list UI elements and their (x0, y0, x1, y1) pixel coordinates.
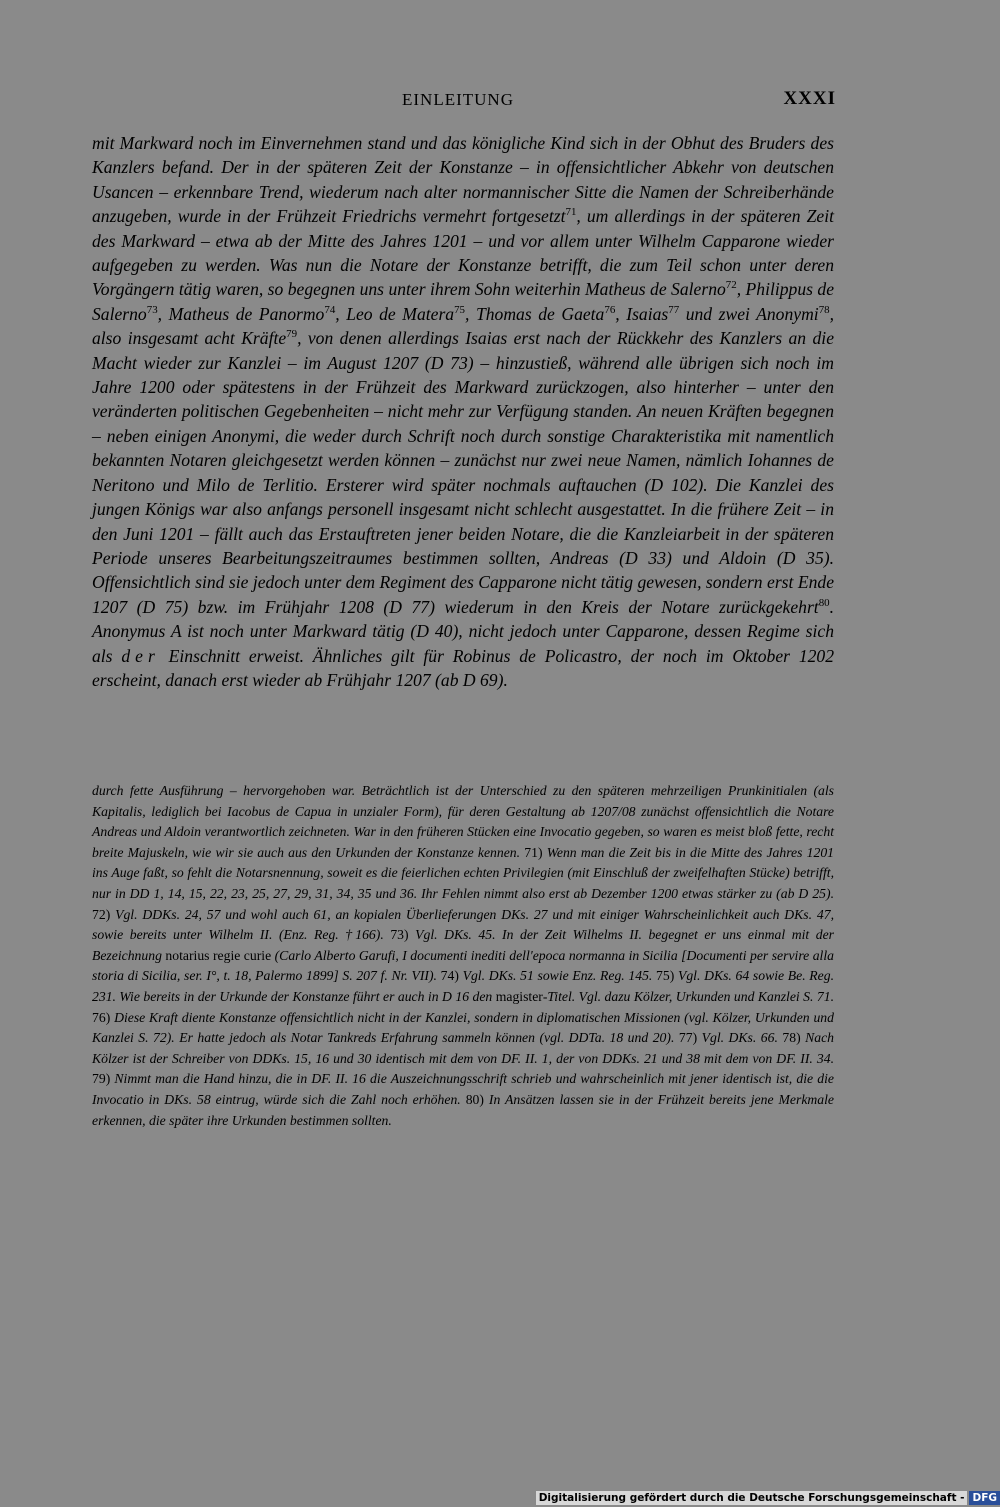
footnote-text: Vgl. DKs. 51 sowie Enz. Reg. 145. (458, 968, 653, 984)
footnote-number: 73) (390, 927, 409, 943)
text-run: , um allerdings in der späteren Zeit des Markward – etwa ab der Mitte des Jahres 1201 – und vor allem unter Wilhelm Capparone wieder aufgegeben zu werden. Was nun die Notare der Konstanze betrifft, die zum Teil schon unter deren Vorgängern tätig waren, so begegnen uns unter ihrem Sohn weiterhin Matheus de Salerno (92, 206, 834, 300)
text-run: , Matheus de Panormo (157, 303, 325, 324)
text-run: Einschnitt erweist. Ähnliches gilt für Robinus de Policastro, der noch im Oktober 1202 erscheint, danach erst wieder ab Frühjahr 1207 (ab D 69). (92, 645, 835, 690)
footnote-number: 71) (524, 844, 543, 860)
footnote-ref: 77 (668, 303, 680, 316)
text-run: mit Markward noch im Einvernehmen stand und das königliche Kind sich in der Obhut des Bruders des Kanzlers befand. Der in der späteren Zeit der Konstanze – in offensichtlicher Abkehr von deutschen Usancen – erkennbare Trend, wiederum nach alter normannischer Sitte die Namen der Schreiberhände anzugeben, wurde in der Frühzeit Friedrichs vermehrt fortgesetzt (92, 133, 834, 227)
footnote-ref: 75 (454, 303, 465, 316)
text-run: , Leo de Matera (335, 303, 455, 324)
footnote-ref: 73 (146, 303, 158, 316)
footnote-number: 76) (92, 1009, 111, 1025)
footnote-block (92, 781, 834, 1131)
footnote-number: 80) (465, 1091, 484, 1107)
text-run: , Thomas de Gaeta (465, 303, 605, 324)
footnote-number: 74) (440, 968, 459, 984)
footnote-text: Vgl. DDKs. 24, 57 und wohl auch 61, an kopialen Überlieferungen DKs. 27 und mit einiger Wahrscheinlichkeit auch DKs. 47, sowie bereits unter Wilhelm II. (Enz. Reg. †166). (92, 906, 834, 943)
footnote-text: Vgl. DKs. 64 sowie Be. Reg. 231. Wie bereits in der Urkunde der Konstanze führt er auch in D 16 den (92, 968, 835, 1004)
footnote-ref: 72 (725, 279, 737, 292)
footnote-text: Nach Kölzer ist der Schreiber von DDKs. 15, 16 und 30 identisch mit dem von DF. II. 1, der von DDKs. 21 und 38 mit dem von DF. II. 34. (92, 1030, 835, 1066)
footnote-number: 75) (656, 968, 675, 984)
text-run: , von denen allerdings Isaias erst nach der Rückkehr des Kanzlers an die Macht wieder zur Kanzlei – im August 1207 (D 73) – hinzustieß, während alle übrigen sich noch im Jahre 1200 oder spätestens in der Frühzeit des Markward zurückzogen, also hinterher – unter den veränderten politischen Gegebenheiten – nicht mehr zur Verfügung standen. An neuen Kräften begegnen – neben einigen Anonymi, die weder durch Schrift noch durch sonstige Charakteristika mit namentlich bekannten Notaren gleichgesetzt werden können – zunächst nur zwei neue Namen, nämlich Iohannes de Neritono und Milo de Terlitio. Ersterer wird später nochmals auftauchen (D 102). Die Kanzlei des jungen Königs war also anfangs personell insgesamt nicht schlecht ausgestattet. In die frühere Zeit – in den Juni 1201 – fällt auch das Erstauftreten jener beiden Notare, die die Kanzleiarbeit in der späteren Periode unseres Bearbeitungszeitraumes bestimmen sollten, Andreas (D 33) und Aldoin (D 35). Offensichtlich sind sie jedoch unter dem Regiment des Capparone nicht tätig gewesen, sondern erst Ende 1207 (D 75) bzw. im Frühjahr 1208 (D 77) wiederum in den Kreis der Notare zurückgekehrt (92, 328, 835, 617)
footnote-number: 72) (92, 906, 111, 922)
spaced-emphasis: der (121, 645, 160, 666)
page-number: XXXI (783, 88, 836, 109)
footnotes (92, 781, 834, 1131)
footnote-ref: 74 (324, 303, 336, 316)
footnote-text: Wenn man die Zeit bis in die Mitte des Jahres 1201 ins Auge faßt, so fehlt die Notarsnennung, soweit es die feierlichen echten Privilegien (mit Einschluß der zweifelhaften Stücke) betrifft, nur in DD 1, 14, 15, 22, 23, 25, 27, 29, 31, 34, 35 und 36. Ihr Fehlen nimmt also erst ab Dezember 1200 etwas stärker zu (ab D 25). (92, 844, 835, 901)
footnote-text: -Titel. Vgl. dazu Kölzer, Urkunden und Kanzlei S. 71. (542, 988, 834, 1004)
footnote-text: Vgl. DKs. 45. In der Zeit Wilhelms II. begegnet er uns einmal mit der Bezeichnung (92, 927, 835, 963)
text-run: . Anonymus A ist noch unter Markward tätig (D 40), nicht jedoch unter Capparone, dessen Regime sich als (92, 596, 834, 666)
dfg-logo: DFG (969, 1491, 1000, 1505)
footnote-text: Nimmt man die Hand hinzu, die in DF. II. 16 die Auszeichnungsschrift schrieb und wahrscheinlich mit jener identisch ist, die die Invocatio in DKs. 58 eintrug, würde sich die Zahl noch erhöhen. (92, 1071, 834, 1107)
main-paragraph (92, 131, 834, 692)
footer (536, 1489, 1000, 1507)
footnote-ref: 80 (818, 596, 830, 609)
footnote-text: Vgl. DKs. 66. (697, 1030, 778, 1046)
footnote-ref: 78 (818, 303, 830, 316)
footnote-text: Diese Kraft diente Konstanze offensichtlich nicht in der Kanzlei, sondern in diplomatischen Missionen (vgl. Kölzer, Urkunden und Kanzlei S. 72). Er hatte jedoch als Notar Tankreds Erfahrung sammeln können (vgl. DDTa. 18 und 20). (92, 1009, 834, 1046)
funding-credit: Digitalisierung gefördert durch die Deutsche Forschungsgemeinschaft - (536, 1491, 968, 1505)
footnote-ref: 79 (286, 328, 298, 341)
running-title: EINLEITUNG (402, 90, 514, 109)
text-run: , also insgesamt acht Kräfte (92, 303, 834, 349)
text-run: , Isaias (615, 303, 669, 324)
footnote-text: In Ansätzen lassen sie in der Frühzeit bereits jene Merkmale erkennen, die später ihre Urkunden bestimmen sollten. (92, 1091, 835, 1128)
main-text (92, 131, 834, 692)
page-header (90, 88, 836, 116)
footnote-number: 79) (92, 1071, 111, 1087)
footnote-ref: 71 (565, 206, 577, 219)
footnote-text: (Carlo Alberto Garufi, I documenti inediti dell'epoca normanna in Sicilia [Documenti per servire alla storia di Sicilia, ser. I°, t. 18, Palermo 1899] S. 207 f. Nr. VII). (92, 947, 834, 984)
text-run: , Philippus de Salerno (92, 279, 835, 324)
text-run: und zwei Anonymi (679, 303, 819, 324)
upright-term: magister (495, 988, 543, 1004)
footnote-number: 77) (678, 1030, 698, 1046)
upright-term: notarius regie curie (165, 947, 272, 963)
footnote-number: 78) (782, 1030, 801, 1046)
footnote-ref: 76 (604, 303, 616, 316)
footnote-text: durch fette Ausführung – hervorgehoben war. Beträchtlich ist der Unterschied zu den späteren mehrzeiligen Prunkinitialen (als Kapitalis, lediglich bei Iacobus de Capua in unzialer Form), für deren Gestaltung ab 1207/08 zunächst offensichtlich die Notare Andreas und Aldoin verantwortlich zeichneten. War in den früheren Stücken eine Invocatio gegeben, so waren es meist bloß fette, recht breite Majuskeln, wie wir sie auch aus den Urkunden der Konstanze kennen. (92, 783, 834, 860)
